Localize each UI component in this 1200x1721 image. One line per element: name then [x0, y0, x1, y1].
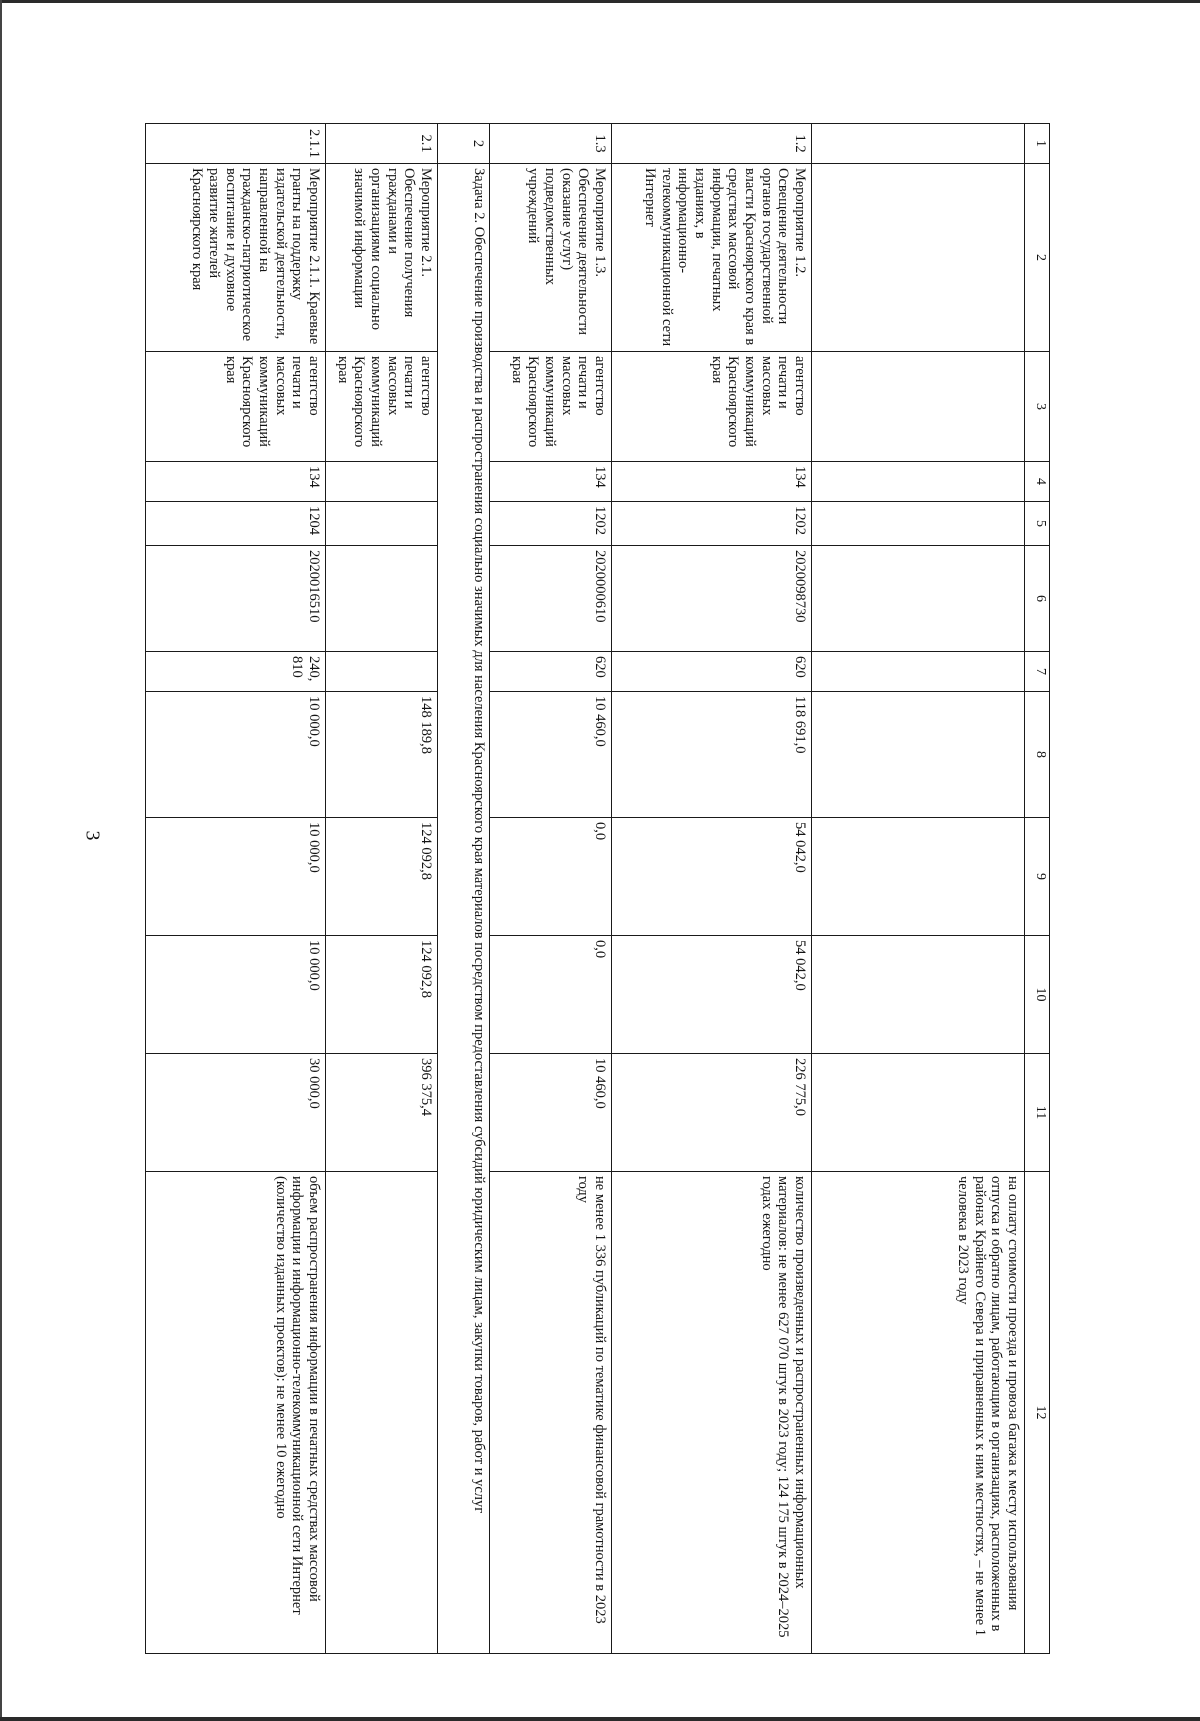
header-cell: 1 — [1025, 124, 1050, 164]
table-cell — [812, 502, 1025, 546]
table-cell — [812, 692, 1025, 818]
target-article-cell: 2020000610 — [490, 546, 612, 652]
amount-2023-cell: 118 691,0 — [612, 692, 812, 818]
executor-cell: агентство печати и массовых коммуникаций Красноярского края — [612, 352, 812, 462]
measure-name-cell: Мероприятие 2.1. Обеспечение получения гражданами и организациями социально значимой информации — [326, 164, 438, 352]
page-number: 3 — [81, 830, 104, 841]
table-cell — [812, 546, 1025, 652]
table-row-1-2 — [612, 124, 812, 1654]
table-row-continuation — [812, 124, 1025, 1654]
table-row-2-1 — [326, 124, 438, 1654]
task-2-row — [438, 124, 490, 1654]
section-code-cell — [326, 502, 438, 546]
amount-2024-cell: 0,0 — [490, 818, 612, 936]
header-cell: 3 — [1025, 352, 1050, 462]
expense-type-cell: 620 — [612, 652, 812, 692]
row-number-cell: 1.3 — [490, 124, 612, 164]
result-indicator-cell — [326, 1172, 438, 1654]
rotated-table-sheet — [115, 123, 1050, 1653]
row-number-cell: 2.1 — [326, 124, 438, 164]
table-cell — [812, 164, 1025, 352]
header-cell: 5 — [1025, 502, 1050, 546]
header-cell: 8 — [1025, 692, 1050, 818]
header-cell: 11 — [1025, 1054, 1050, 1172]
header-cell: 2 — [1025, 164, 1050, 352]
row-number-cell: 2.1.1 — [146, 124, 326, 164]
target-article-cell: 2020016510 — [146, 546, 326, 652]
amount-2025-cell: 10 000,0 — [146, 936, 326, 1054]
amount-2025-cell: 54 042,0 — [612, 936, 812, 1054]
grbs-code-cell: 134 — [612, 462, 812, 502]
header-cell: 7 — [1025, 652, 1050, 692]
header-cell: 10 — [1025, 936, 1050, 1054]
header-cell: 4 — [1025, 462, 1050, 502]
row-number-cell: 1.2 — [612, 124, 812, 164]
program-measures-table — [145, 123, 1050, 1654]
task-2-heading: Задача 2. Обеспечение производства и распространения социально значимых для населения Красноярского края материалов посредством предоставления субсидий юридическим лицам, закупки товаров, работ и услуг — [438, 164, 490, 1654]
header-cell: 12 — [1025, 1172, 1050, 1654]
section-code-cell: 1202 — [490, 502, 612, 546]
expense-type-cell: 620 — [490, 652, 612, 692]
result-indicator-cell: количество произведенных и распространенных информационных материалов: не менее 627 070 штук в 2023 году; 124 175 штук в 2024–2025 годах ежегодно — [612, 1172, 812, 1654]
measure-name-cell: Мероприятие 1.2. Освещение деятельности органов государственной власти Красноярского края в средствах массовой информации, печатных изданиях, в информационно-телекоммуникационной сети Интернет — [612, 164, 812, 352]
row-number-cell: 2 — [438, 124, 490, 164]
amount-2024-cell: 124 092,8 — [326, 818, 438, 936]
amount-2025-cell: 0,0 — [490, 936, 612, 1054]
table-cell — [812, 462, 1025, 502]
grbs-code-cell: 134 — [146, 462, 326, 502]
scan-edge-bottom — [0, 1717, 1200, 1721]
amount-2025-cell: 124 092,8 — [326, 936, 438, 1054]
amount-2023-cell: 10 460,0 — [490, 692, 612, 818]
executor-cell: агентство печати и массовых коммуникаций Красноярского края — [490, 352, 612, 462]
section-code-cell: 1202 — [612, 502, 812, 546]
header-cell: 6 — [1025, 546, 1050, 652]
table-cell — [812, 1054, 1025, 1172]
amount-total-cell: 226 775,0 — [612, 1054, 812, 1172]
target-article-cell — [326, 546, 438, 652]
executor-cell: агентство печати и массовых коммуникаций Красноярского края — [326, 352, 438, 462]
header-cell: 9 — [1025, 818, 1050, 936]
scan-edge-left — [0, 0, 2, 1721]
result-indicator-cell: на оплату стоимости проезда и провоза багажа к месту использования отпуска и обратно лицам, работающим в организациях, расположенных в районах Крайнего Севера и приравненных к ним местностях, – не менее 1 человека в 2023 году — [812, 1172, 1025, 1654]
amount-total-cell: 396 375,4 — [326, 1054, 438, 1172]
measure-name-cell: Мероприятие 2.1.1. Краевые гранты на поддержку издательской деятельности, направленной на гражданско-патриотическое воспитание и духовное развитие жителей Красноярского края — [146, 164, 326, 352]
table-row-2-1-1 — [146, 124, 326, 1654]
section-code-cell: 1204 — [146, 502, 326, 546]
column-header-row — [1025, 124, 1050, 1654]
executor-cell: агентство печати и массовых коммуникаций Красноярского края — [146, 352, 326, 462]
table-cell — [812, 124, 1025, 164]
amount-2024-cell: 54 042,0 — [612, 818, 812, 936]
amount-2023-cell: 10 000,0 — [146, 692, 326, 818]
target-article-cell: 2020098730 — [612, 546, 812, 652]
expense-type-cell: 240, 810 — [146, 652, 326, 692]
measure-name-cell: Мероприятие 1.3. Обеспечение деятельности (оказание услуг) подведомственных учреждений — [490, 164, 612, 352]
table-cell — [812, 936, 1025, 1054]
result-indicator-cell: объем распространения информации в печатных средствах массовой информации и информационно-телекоммуникационной сети Интернет (количество изданных проектов): не менее 10 ежегодно — [146, 1172, 326, 1654]
scan-edge-top — [0, 0, 1200, 3]
amount-total-cell: 10 460,0 — [490, 1054, 612, 1172]
table-cell — [812, 652, 1025, 692]
expense-type-cell — [326, 652, 438, 692]
table-cell — [812, 818, 1025, 936]
result-indicator-cell: не менее 1 336 публикаций по тематике финансовой грамотности в 2023 году — [490, 1172, 612, 1654]
table-cell — [812, 352, 1025, 462]
amount-2024-cell: 10 000,0 — [146, 818, 326, 936]
table-row-1-3 — [490, 124, 612, 1654]
grbs-code-cell: 134 — [490, 462, 612, 502]
amount-total-cell: 30 000,0 — [146, 1054, 326, 1172]
grbs-code-cell — [326, 462, 438, 502]
amount-2023-cell: 148 189,8 — [326, 692, 438, 818]
